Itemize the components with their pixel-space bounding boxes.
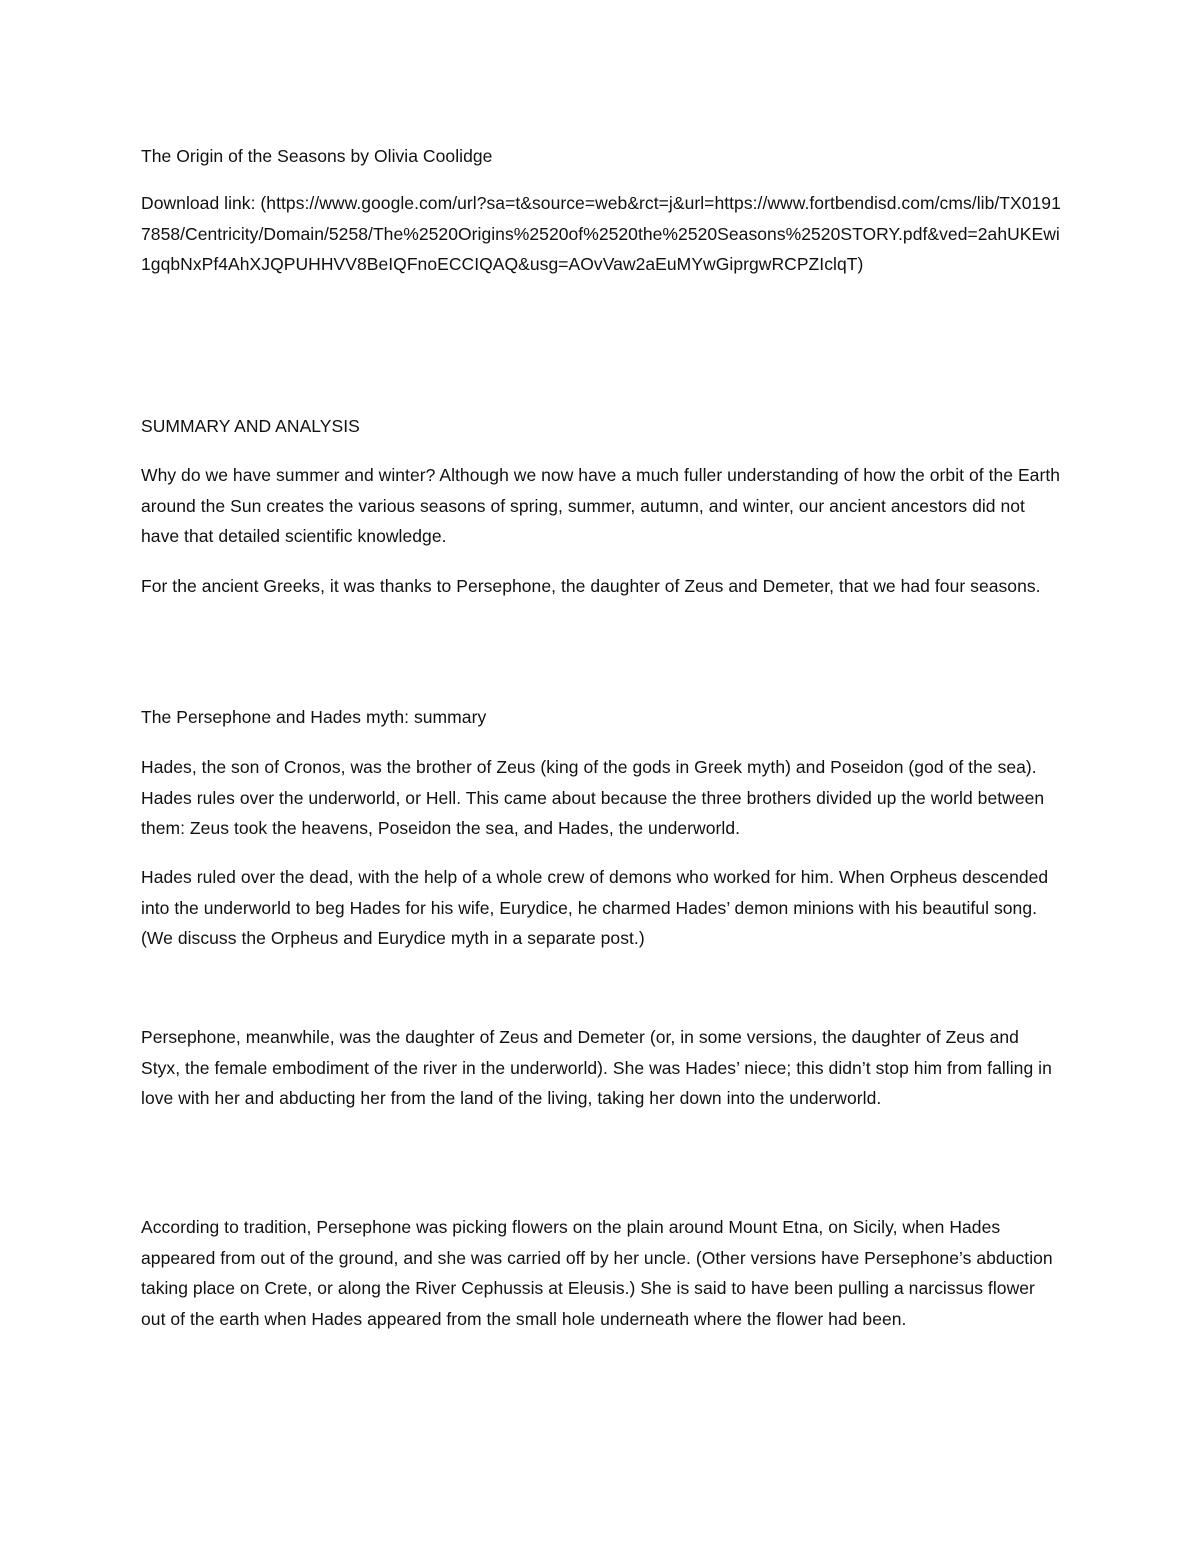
paragraph-persephone-seasons: For the ancient Greeks, it was thanks to Persephone, the daughter of Zeus and Demeter, that we had four seasons. (141, 576, 1041, 596)
paragraph-persephone-abduction: Persephone, meanwhile, was the daughter of Zeus and Demeter (or, in some versions, the daughter of Zeus and Styx, the female embodiment of the river in the underworld). She was Hades’ niece; this didn’t stop him from falling in love with her and abducting her from the land of the living, taking her down into the underworld. (141, 1027, 1052, 1108)
paragraph-hades-origins: Hades, the son of Cronos, was the brother of Zeus (king of the gods in Greek myth) and Poseidon (god of the sea). Hades rules over the underworld, or Hell. This came about because the three brothers divided up the world between them: Zeus took the heavens, Poseidon the sea, and Hades, the underworld. (141, 757, 1045, 838)
paragraph-seasons-intro: Why do we have summer and winter? Although we now have a much fuller understanding of how the orbit of the Earth around the Sun creates the various seasons of spring, summer, autumn, and winter, our ancient ancestors did not have that detailed scientific knowledge. (141, 465, 1061, 546)
document-title: The Origin of the Seasons by Olivia Coolidge (141, 146, 493, 166)
paragraph-hades-underworld: Hades ruled over the dead, with the help of a whole crew of demons who worked for him. When Orpheus descended into the underworld to beg Hades for his wife, Eurydice, he charmed Hades’ demon minions with his beautiful song. (We discuss the Orpheus and Eurydice myth in a separate post.) (141, 867, 1049, 948)
myth-heading: The Persephone and Hades myth: summary (141, 707, 487, 727)
summary-heading: SUMMARY AND ANALYSIS (141, 416, 360, 436)
paragraph-tradition: According to tradition, Persephone was picking flowers on the plain around Mount Etna, on Sicily, when Hades appeared from out of the ground, and she was carried off by her uncle. (Other versions have Persephone’s abduction taking place on Crete, or along the River Cephussis at Eleusis.) She is said to have been pulling a narcissus flower out of the earth when Hades appeared from the small hole underneath where the flower had been. (141, 1217, 1053, 1329)
download-link-text: Download link: (https://www.google.com/url?sa=t&source=web&rct=j&url=https://www.fortbendisd.com/cms/lib/TX01917858/Centricity/Domain/5258/The%2520Origins%2520of%2520the%2520Seasons%2520STORY.pdf&ved=2ahUKEwi1gqbNxPf4AhXJQPUHHVV8BeIQFnoECCIQAQ&usg=AOvVaw2aEuMYwGiprgwRCPZIclqT) (141, 193, 1061, 274)
